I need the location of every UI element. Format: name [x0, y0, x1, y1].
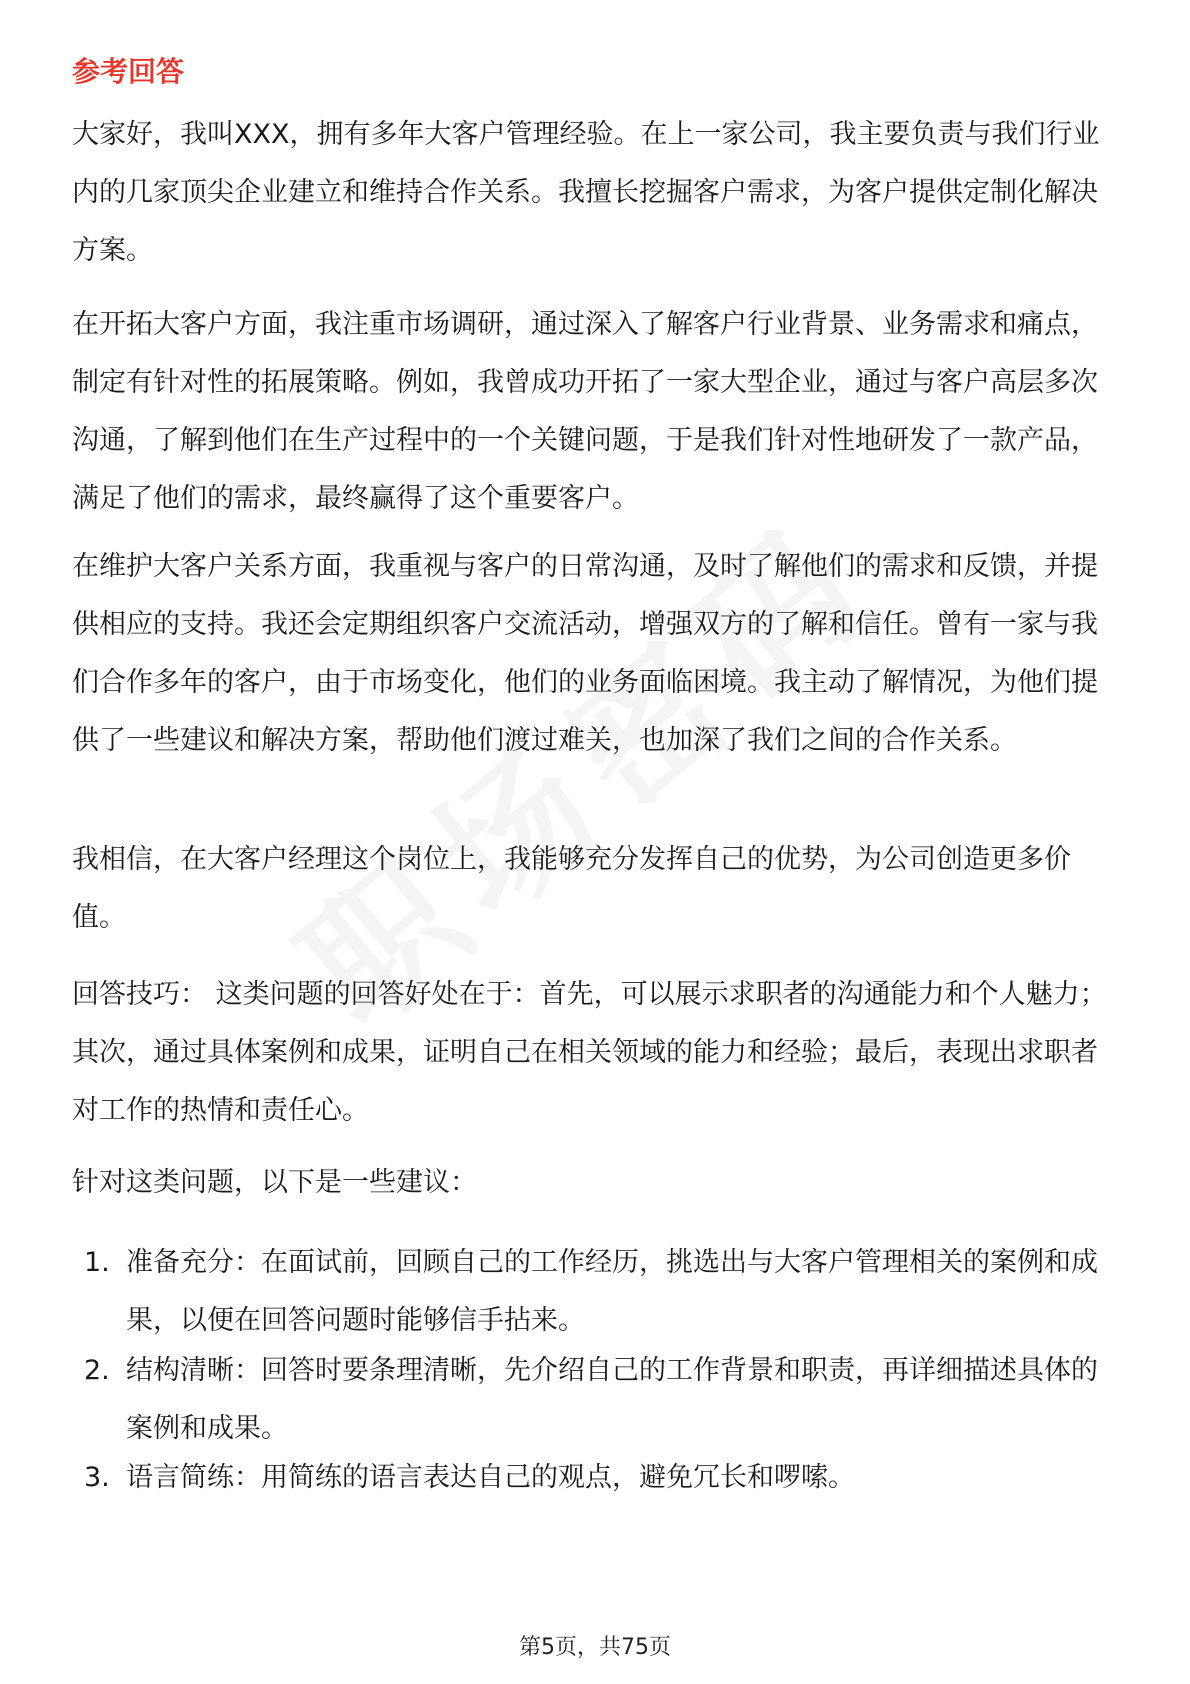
paragraph-suggestions-intro: 针对这类问题，以下是一些建议：	[72, 1167, 477, 1198]
list-text: 语言简练：用简练的语言表达自己的观点，避免冗长和啰嗦。	[126, 1462, 855, 1493]
section-heading: 参考回答	[72, 55, 185, 88]
list-number: 2.	[84, 1355, 110, 1386]
paragraph-maintain-relations: 在维护大客户关系方面，我重视与客户的日常沟通，及时了解他们的需求和反馈，并提供相应的支持。我还会定期组织客户交流活动，增强双方的了解和信任。曾有一家与我们合作多年的客户，由于市场变化，他们的业务面临困境。我主动了解情况，为他们提供了一些建议和解决方案，帮助他们渡过难关，也加深了我们之间的合作关系。	[72, 551, 1098, 756]
page-number-footer: 第5页，共75页	[519, 1635, 671, 1660]
list-number: 1.	[84, 1247, 110, 1278]
list-item	[84, 1449, 1124, 1507]
paragraph-intro: 大家好，我叫XXX，拥有多年大客户管理经验。在上一家公司，我主要负责与我们行业内的几家顶尖企业建立和维持合作关系。我擅长挖掘客户需求，为客户提供定制化解决方案。	[72, 119, 1100, 266]
list-number: 3.	[84, 1462, 110, 1493]
list-item	[84, 1234, 1124, 1350]
paragraph-conclusion: 我相信，在大客户经理这个岗位上，我能够充分发挥自己的优势，为公司创造更多价值。	[72, 844, 1071, 933]
paragraph-answer-tips: 回答技巧： 这类问题的回答好处在于：首先，可以展示求职者的沟通能力和个人魅力；其次，通过具体案例和成果，证明自己在相关领域的能力和经验；最后，表现出求职者对工作的热情和责任心。	[72, 979, 1107, 1126]
list-item	[84, 1342, 1124, 1458]
paragraph-develop-clients: 在开拓大客户方面，我注重市场调研，通过深入了解客户行业背景、业务需求和痛点，制定有针对性的拓展策略。例如，我曾成功开拓了一家大型企业，通过与客户高层多次沟通，了解到他们在生产过程中的一个关键问题，于是我们针对性地研发了一款产品，满足了他们的需求，最终赢得了这个重要客户。	[72, 309, 1098, 514]
list-text: 准备充分：在面试前，回顾自己的工作经历，挑选出与大客户管理相关的案例和成果，以便在回答问题时能够信手拈来。	[126, 1247, 1098, 1336]
list-text: 结构清晰：回答时要条理清晰，先介绍自己的工作背景和职责，再详细描述具体的案例和成果。	[126, 1355, 1098, 1444]
